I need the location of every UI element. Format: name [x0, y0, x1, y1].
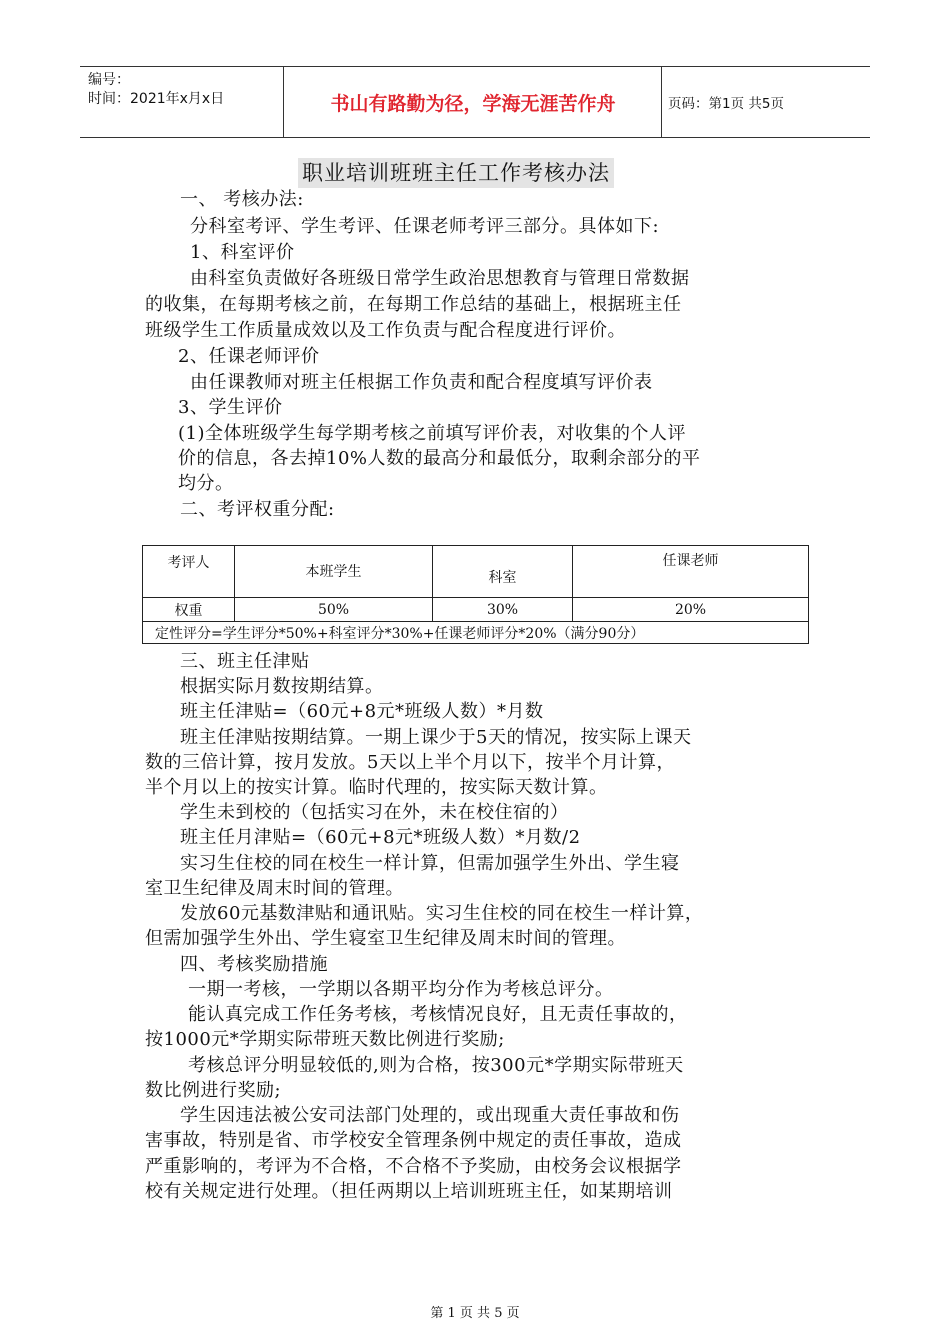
paragraph-line: 按1000元*学期实际带班天数比例进行奖励; [145, 1029, 505, 1050]
section-heading: 三、班主任津贴 [180, 651, 310, 672]
paragraph-line: 一期一考核，一学期以各期平均分作为考核总评分。 [188, 979, 614, 1000]
doc-number-label: 编号： [88, 72, 130, 88]
paragraph-line: 班主任月津贴=（60元+8元*班级人数）*月数/2 [180, 827, 581, 848]
paragraph-line: 但需加强学生外出、学生寝室卫生纪律及周末时间的管理。 [145, 928, 626, 949]
document-title: 职业培训班班主任工作考核办法 [298, 158, 614, 188]
table-header-cell: 本班学生 [235, 546, 433, 598]
paragraph-line: 害事故，特别是省、市学校安全管理条例中规定的责任事故，造成 [145, 1130, 682, 1151]
paragraph-line: 的收集，在每期考核之前，在每期工作总结的基础上，根据班主任 [145, 294, 682, 315]
table-note: 定性评分=学生评分*50%+科室评分*30%+任课老师评分*20%（满分90分） [143, 622, 809, 644]
header-divider [661, 67, 662, 137]
paragraph-line: 室卫生纪律及周末时间的管理。 [145, 878, 404, 899]
section-heading: 四、考核奖励措施 [180, 954, 328, 975]
paragraph-line: 发放60元基数津贴和通讯贴。实习生住校的同在校生一样计算， [180, 903, 704, 924]
paragraph-line: 学生因违法被公安司法部门处理的，或出现重大责任事故和伤 [180, 1105, 680, 1126]
paragraph-line: 班主任津贴按期结算。一期上课少于5天的情况，按实际上课天 [180, 727, 692, 748]
paragraph-line: 价的信息，各去掉10%人数的最高分和最低分，取剩余部分的平 [178, 448, 701, 469]
paragraph-line: 数的三倍计算，按月发放。5天以上半个月以下，按半个月计算， [145, 752, 675, 773]
section-heading: 二、考评权重分配: [180, 499, 335, 520]
table-cell: 权重 [143, 598, 235, 622]
doc-date-label: 时间：2021年x月x日 [88, 91, 225, 107]
paragraph-line: 能认真完成工作任务考核，考核情况良好，且无责任事故的， [188, 1004, 688, 1025]
subsection-heading: 1、科室评价 [190, 242, 295, 263]
page-header [80, 66, 870, 138]
paragraph-line: (1)全体班级学生每学期考核之前填写评价表，对收集的个人评 [178, 423, 686, 444]
paragraph-line: 由任课教师对班主任根据工作负责和配合程度填写评价表 [190, 372, 653, 393]
table-header-cell: 任课老师 [573, 546, 809, 598]
weight-table [142, 545, 809, 644]
paragraph-line: 学生未到校的（包括实习在外，未在校住宿的） [180, 802, 569, 823]
paragraph-line: 根据实际月数按期结算。 [180, 676, 384, 697]
paragraph-line: 半个月以上的按实计算。临时代理的，按实际天数计算。 [145, 777, 608, 798]
paragraph-line: 均分。 [178, 473, 234, 494]
paragraph-line: 实习生住校的同在校生一样计算，但需加强学生外出、学生寝 [180, 853, 680, 874]
paragraph-line: 班级学生工作质量成效以及工作负责与配合程度进行评价。 [145, 320, 626, 341]
table-header-cell: 科室 [433, 546, 573, 598]
table-header-cell: 考评人 [143, 546, 235, 598]
section-heading: 一、 考核办法: [180, 189, 304, 210]
header-meta [88, 71, 283, 109]
subsection-heading: 2、任课老师评价 [178, 346, 320, 367]
paragraph-line: 考核总评分明显较低的,则为合格，按300元*学期实际带班天 [188, 1055, 684, 1076]
table-cell: 20% [573, 598, 809, 622]
subsection-heading: 3、学生评价 [178, 397, 283, 418]
header-motto: 书山有路勤为径，学海无涯苦作舟 [330, 92, 616, 115]
paragraph-line: 由科室负责做好各班级日常学生政治思想教育与管理日常数据 [190, 268, 690, 289]
paragraph-line: 校有关规定进行处理。（担任两期以上培训班班主任，如某期培训 [145, 1181, 673, 1202]
table-cell: 50% [235, 598, 433, 622]
paragraph-line: 严重影响的，考评为不合格，不合格不予奖励，由校务会议根据学 [145, 1156, 682, 1177]
table-cell: 30% [433, 598, 573, 622]
paragraph-line: 分科室考评、学生考评、任课老师考评三部分。具体如下: [190, 216, 660, 237]
header-divider [283, 67, 284, 137]
header-page-label: 页码：第1页 共5页 [668, 96, 784, 112]
paragraph-line: 数比例进行奖励; [145, 1080, 282, 1101]
page-footer: 第 1 页 共 5 页 [430, 1306, 520, 1321]
paragraph-line: 班主任津贴=（60元+8元*班级人数）*月数 [180, 701, 544, 722]
